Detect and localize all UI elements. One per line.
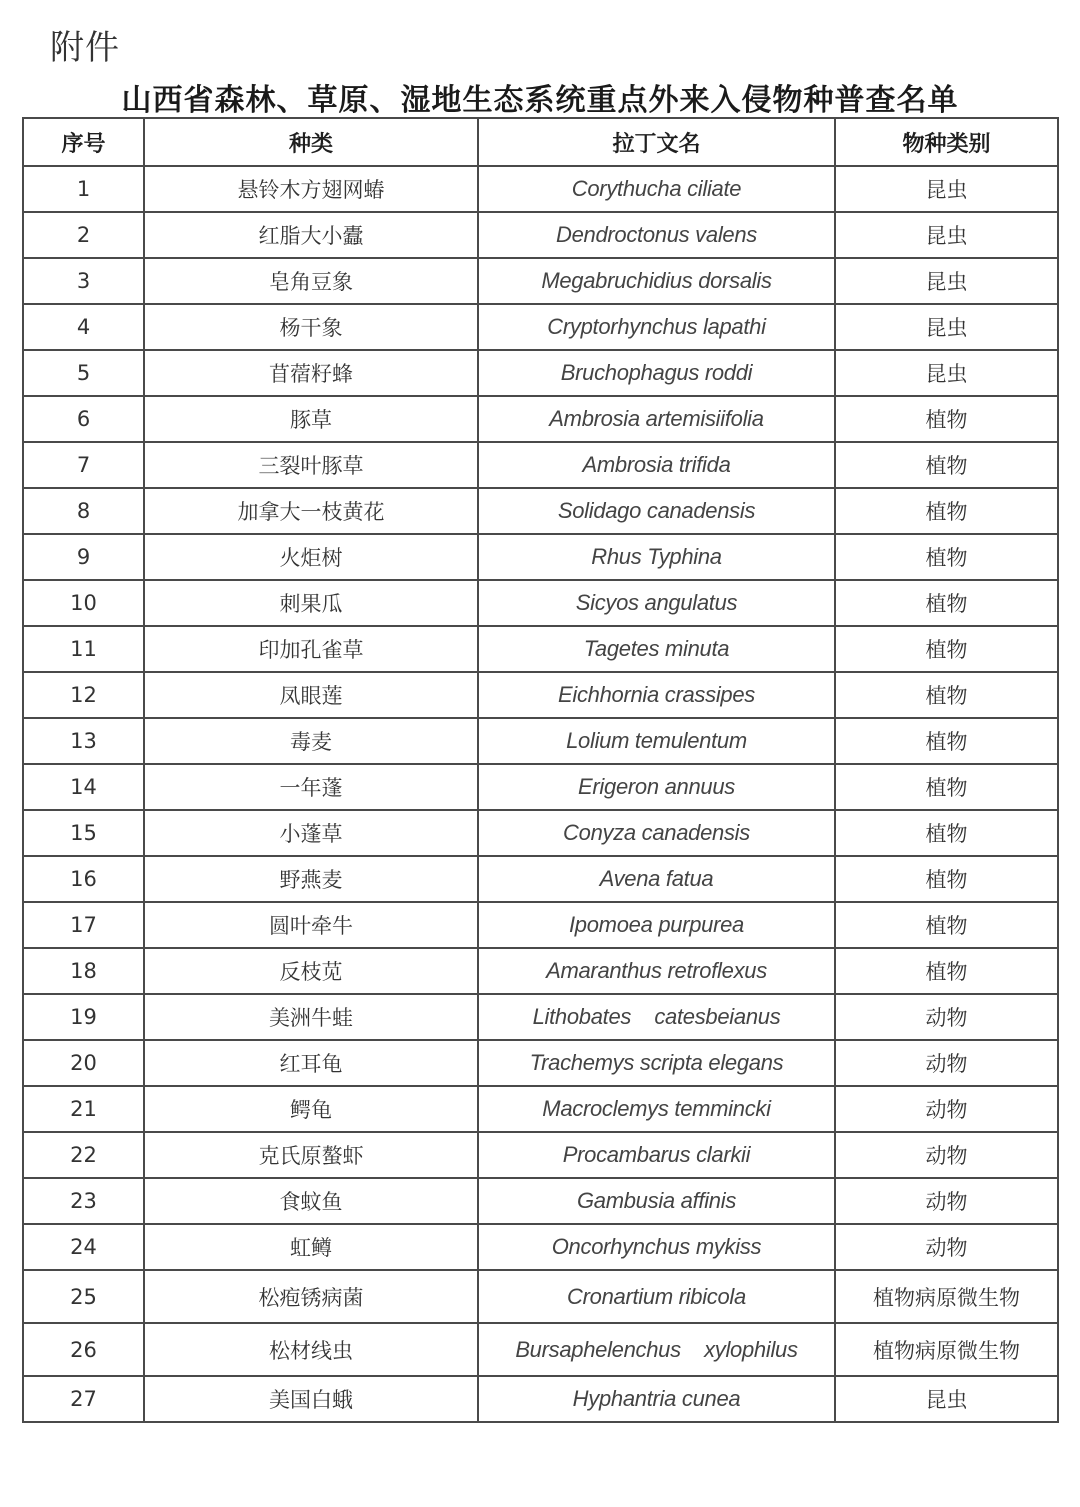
header-row [23, 118, 1058, 166]
cell-species: 松疱锈病菌 [144, 1270, 478, 1323]
cell-latin-name: Corythucha ciliate [478, 166, 835, 212]
header-category: 物种类别 [835, 118, 1058, 166]
cell-category: 植物病原微生物 [835, 1323, 1058, 1376]
table-row [23, 488, 1058, 534]
table-row [23, 764, 1058, 810]
cell-index: 10 [23, 580, 144, 626]
cell-species: 小蓬草 [144, 810, 478, 856]
cell-species: 红脂大小蠹 [144, 212, 478, 258]
cell-latin-name: Hyphantria cunea [478, 1376, 835, 1422]
cell-species: 苜蓿籽蜂 [144, 350, 478, 396]
cell-latin-name: Sicyos angulatus [478, 580, 835, 626]
table-body [23, 166, 1058, 1422]
cell-latin-name: Trachemys scripta elegans [478, 1040, 835, 1086]
cell-category: 植物 [835, 718, 1058, 764]
cell-latin-name: Lolium temulentum [478, 718, 835, 764]
table-row [23, 994, 1058, 1040]
cell-category: 动物 [835, 994, 1058, 1040]
cell-species: 松材线虫 [144, 1323, 478, 1376]
cell-species: 杨干象 [144, 304, 478, 350]
cell-species: 一年蓬 [144, 764, 478, 810]
cell-category: 昆虫 [835, 258, 1058, 304]
cell-latin-name: Rhus Typhina [478, 534, 835, 580]
cell-category: 动物 [835, 1224, 1058, 1270]
cell-category: 昆虫 [835, 304, 1058, 350]
cell-species: 凤眼莲 [144, 672, 478, 718]
cell-index: 12 [23, 672, 144, 718]
cell-species: 三裂叶豚草 [144, 442, 478, 488]
cell-category: 植物 [835, 626, 1058, 672]
cell-index: 18 [23, 948, 144, 994]
table-row [23, 258, 1058, 304]
cell-index: 4 [23, 304, 144, 350]
cell-latin-name: Cryptorhynchus lapathi [478, 304, 835, 350]
cell-index: 2 [23, 212, 144, 258]
cell-latin-name: Procambarus clarkii [478, 1132, 835, 1178]
cell-category: 昆虫 [835, 350, 1058, 396]
cell-species: 印加孔雀草 [144, 626, 478, 672]
cell-index: 22 [23, 1132, 144, 1178]
table-row [23, 350, 1058, 396]
header-latin-name: 拉丁文名 [478, 118, 835, 166]
cell-index: 8 [23, 488, 144, 534]
cell-category: 植物 [835, 948, 1058, 994]
cell-species: 反枝苋 [144, 948, 478, 994]
table-row [23, 442, 1058, 488]
table-row [23, 902, 1058, 948]
cell-species: 刺果瓜 [144, 580, 478, 626]
cell-latin-name: Bursaphelenchus xylophilus [478, 1323, 835, 1376]
cell-latin-name: Gambusia affinis [478, 1178, 835, 1224]
cell-index: 25 [23, 1270, 144, 1323]
cell-category: 植物 [835, 764, 1058, 810]
cell-latin-name: Ambrosia artemisiifolia [478, 396, 835, 442]
cell-index: 13 [23, 718, 144, 764]
cell-species: 火炬树 [144, 534, 478, 580]
table-header [23, 118, 1058, 166]
cell-species: 虹鳟 [144, 1224, 478, 1270]
table-row [23, 580, 1058, 626]
cell-latin-name: Megabruchidius dorsalis [478, 258, 835, 304]
table-row [23, 856, 1058, 902]
cell-category: 昆虫 [835, 212, 1058, 258]
cell-category: 植物病原微生物 [835, 1270, 1058, 1323]
cell-species: 野燕麦 [144, 856, 478, 902]
cell-index: 9 [23, 534, 144, 580]
cell-index: 26 [23, 1323, 144, 1376]
cell-index: 19 [23, 994, 144, 1040]
cell-category: 植物 [835, 672, 1058, 718]
cell-index: 6 [23, 396, 144, 442]
table-row [23, 1323, 1058, 1376]
cell-latin-name: Oncorhynchus mykiss [478, 1224, 835, 1270]
cell-category: 植物 [835, 902, 1058, 948]
cell-species: 食蚊鱼 [144, 1178, 478, 1224]
table-row [23, 948, 1058, 994]
cell-category: 植物 [835, 488, 1058, 534]
cell-latin-name: Macroclemys temmincki [478, 1086, 835, 1132]
cell-species: 美国白蛾 [144, 1376, 478, 1422]
table-row [23, 534, 1058, 580]
table-row [23, 1040, 1058, 1086]
table-row [23, 212, 1058, 258]
cell-latin-name: Conyza canadensis [478, 810, 835, 856]
cell-species: 美洲牛蛙 [144, 994, 478, 1040]
cell-category: 动物 [835, 1178, 1058, 1224]
cell-species: 红耳龟 [144, 1040, 478, 1086]
cell-latin-name: Lithobates catesbeianus [478, 994, 835, 1040]
cell-index: 11 [23, 626, 144, 672]
cell-latin-name: Avena fatua [478, 856, 835, 902]
cell-category: 植物 [835, 396, 1058, 442]
table-row [23, 1224, 1058, 1270]
cell-latin-name: Ambrosia trifida [478, 442, 835, 488]
cell-latin-name: Cronartium ribicola [478, 1270, 835, 1323]
cell-species: 圆叶牵牛 [144, 902, 478, 948]
cell-latin-name: Amaranthus retroflexus [478, 948, 835, 994]
cell-latin-name: Eichhornia crassipes [478, 672, 835, 718]
cell-latin-name: Erigeron annuus [478, 764, 835, 810]
cell-latin-name: Tagetes minuta [478, 626, 835, 672]
cell-species: 悬铃木方翅网蝽 [144, 166, 478, 212]
cell-latin-name: Dendroctonus valens [478, 212, 835, 258]
cell-species: 豚草 [144, 396, 478, 442]
document-title: 山西省森林、草原、湿地生态系统重点外来入侵物种普查名单 [121, 83, 959, 118]
cell-index: 16 [23, 856, 144, 902]
table-row [23, 1270, 1058, 1323]
cell-index: 27 [23, 1376, 144, 1422]
cell-index: 24 [23, 1224, 144, 1270]
cell-latin-name: Bruchophagus roddi [478, 350, 835, 396]
table-row [23, 1086, 1058, 1132]
table-row [23, 810, 1058, 856]
cell-index: 1 [23, 166, 144, 212]
cell-category: 植物 [835, 534, 1058, 580]
table-row [23, 1376, 1058, 1422]
table-row [23, 166, 1058, 212]
table-row [23, 396, 1058, 442]
cell-category: 植物 [835, 856, 1058, 902]
header-index: 序号 [23, 118, 144, 166]
cell-category: 动物 [835, 1086, 1058, 1132]
species-table [22, 117, 1059, 1423]
cell-category: 动物 [835, 1132, 1058, 1178]
cell-index: 14 [23, 764, 144, 810]
cell-index: 3 [23, 258, 144, 304]
cell-index: 17 [23, 902, 144, 948]
table-row [23, 304, 1058, 350]
cell-category: 植物 [835, 442, 1058, 488]
cell-species: 加拿大一枝黄花 [144, 488, 478, 534]
attachment-label: 附件 [50, 28, 120, 68]
cell-species: 克氏原螯虾 [144, 1132, 478, 1178]
cell-index: 23 [23, 1178, 144, 1224]
header-species: 种类 [144, 118, 478, 166]
cell-category: 植物 [835, 810, 1058, 856]
cell-latin-name: Solidago canadensis [478, 488, 835, 534]
cell-category: 昆虫 [835, 1376, 1058, 1422]
cell-category: 植物 [835, 580, 1058, 626]
cell-species: 鳄龟 [144, 1086, 478, 1132]
cell-index: 21 [23, 1086, 144, 1132]
cell-index: 5 [23, 350, 144, 396]
cell-category: 动物 [835, 1040, 1058, 1086]
table-row [23, 1132, 1058, 1178]
table-row [23, 626, 1058, 672]
cell-index: 20 [23, 1040, 144, 1086]
table-row [23, 718, 1058, 764]
cell-category: 昆虫 [835, 166, 1058, 212]
cell-species: 皂角豆象 [144, 258, 478, 304]
cell-latin-name: Ipomoea purpurea [478, 902, 835, 948]
table-row [23, 1178, 1058, 1224]
cell-index: 15 [23, 810, 144, 856]
table-row [23, 672, 1058, 718]
cell-index: 7 [23, 442, 144, 488]
cell-species: 毒麦 [144, 718, 478, 764]
